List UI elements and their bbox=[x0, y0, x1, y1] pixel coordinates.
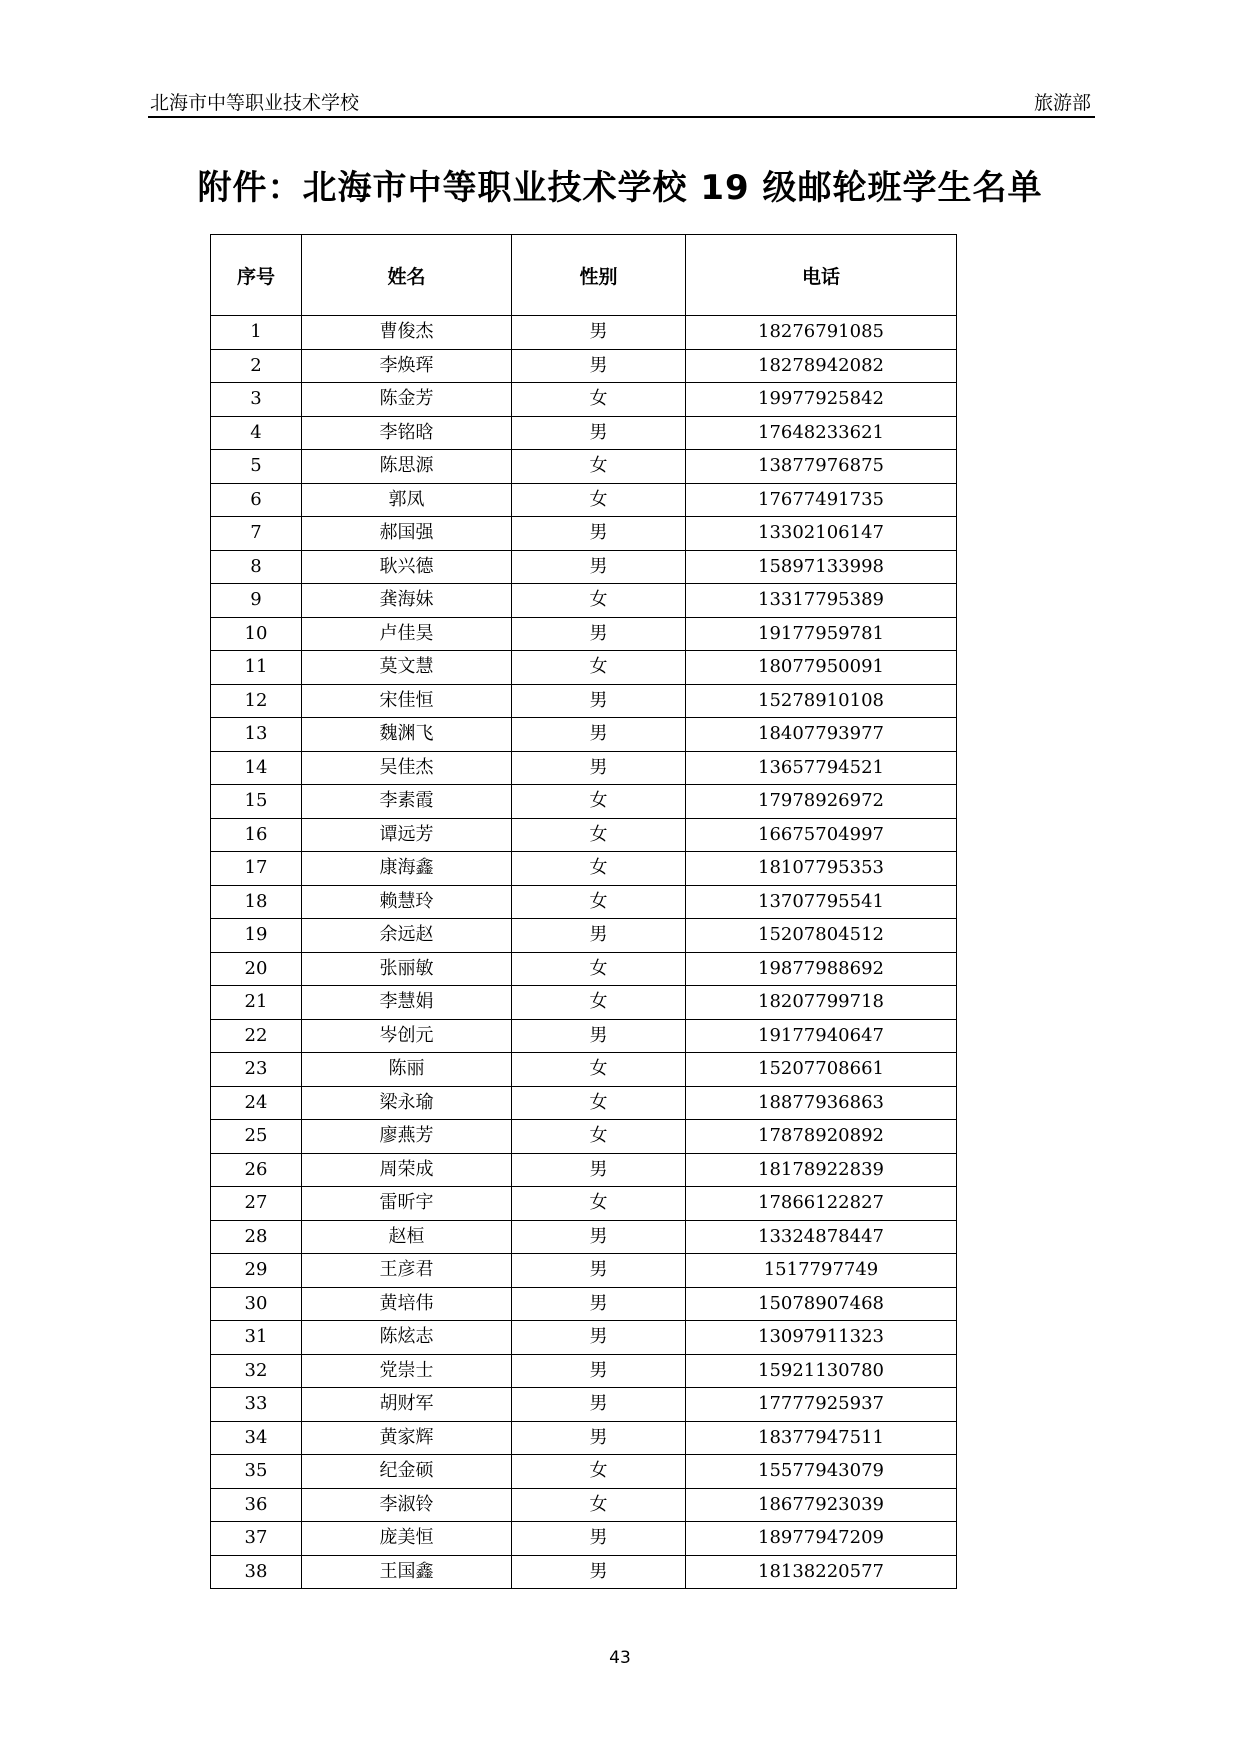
page-number: 43 bbox=[609, 1648, 631, 1668]
table-row bbox=[211, 1187, 957, 1221]
table-row bbox=[211, 1287, 957, 1321]
table-row bbox=[211, 751, 957, 785]
cell-index: 2 bbox=[211, 349, 302, 383]
cell-phone: 13302106147 bbox=[686, 517, 957, 551]
cell-gender: 男 bbox=[512, 416, 686, 450]
cell-name: 陈金芳 bbox=[302, 383, 512, 417]
cell-index: 24 bbox=[211, 1086, 302, 1120]
cell-name: 李素霞 bbox=[302, 785, 512, 819]
cell-index: 28 bbox=[211, 1220, 302, 1254]
cell-phone: 18377947511 bbox=[686, 1421, 957, 1455]
cell-name: 卢佳昊 bbox=[302, 617, 512, 651]
cell-name: 魏渊飞 bbox=[302, 718, 512, 752]
cell-gender: 女 bbox=[512, 383, 686, 417]
cell-phone: 15078907468 bbox=[686, 1287, 957, 1321]
column-header-phone: 电话 bbox=[686, 235, 957, 316]
cell-phone: 15897133998 bbox=[686, 550, 957, 584]
table-row bbox=[211, 1522, 957, 1556]
cell-phone: 17978926972 bbox=[686, 785, 957, 819]
column-header-name: 姓名 bbox=[302, 235, 512, 316]
table-row bbox=[211, 785, 957, 819]
table-row bbox=[211, 617, 957, 651]
cell-index: 9 bbox=[211, 584, 302, 618]
cell-index: 34 bbox=[211, 1421, 302, 1455]
cell-index: 30 bbox=[211, 1287, 302, 1321]
table-row bbox=[211, 952, 957, 986]
cell-name: 李淑铃 bbox=[302, 1488, 512, 1522]
cell-phone: 15278910108 bbox=[686, 684, 957, 718]
cell-phone: 18407793977 bbox=[686, 718, 957, 752]
cell-gender: 男 bbox=[512, 919, 686, 953]
cell-phone: 18677923039 bbox=[686, 1488, 957, 1522]
cell-index: 5 bbox=[211, 450, 302, 484]
cell-gender: 男 bbox=[512, 1287, 686, 1321]
cell-phone: 18276791085 bbox=[686, 316, 957, 350]
cell-name: 王国鑫 bbox=[302, 1555, 512, 1589]
table-row bbox=[211, 316, 957, 350]
table-row bbox=[211, 986, 957, 1020]
cell-index: 21 bbox=[211, 986, 302, 1020]
cell-name: 莫文慧 bbox=[302, 651, 512, 685]
cell-name: 胡财军 bbox=[302, 1388, 512, 1422]
cell-name: 郝国强 bbox=[302, 517, 512, 551]
cell-name: 黄家辉 bbox=[302, 1421, 512, 1455]
cell-phone: 16675704997 bbox=[686, 818, 957, 852]
cell-gender: 男 bbox=[512, 1254, 686, 1288]
cell-name: 王彦君 bbox=[302, 1254, 512, 1288]
cell-name: 郭凤 bbox=[302, 483, 512, 517]
table-row bbox=[211, 919, 957, 953]
cell-name: 周荣成 bbox=[302, 1153, 512, 1187]
cell-gender: 男 bbox=[512, 550, 686, 584]
cell-index: 8 bbox=[211, 550, 302, 584]
table-row bbox=[211, 416, 957, 450]
cell-name: 余远赵 bbox=[302, 919, 512, 953]
cell-index: 29 bbox=[211, 1254, 302, 1288]
cell-name: 陈丽 bbox=[302, 1053, 512, 1087]
table-row bbox=[211, 1321, 957, 1355]
cell-phone: 15577943079 bbox=[686, 1455, 957, 1489]
table-row bbox=[211, 1488, 957, 1522]
table-row bbox=[211, 718, 957, 752]
table-row bbox=[211, 1153, 957, 1187]
cell-index: 17 bbox=[211, 852, 302, 886]
cell-gender: 男 bbox=[512, 1220, 686, 1254]
student-roster-table bbox=[210, 234, 957, 1589]
cell-phone: 19977925842 bbox=[686, 383, 957, 417]
cell-index: 38 bbox=[211, 1555, 302, 1589]
cell-index: 35 bbox=[211, 1455, 302, 1489]
cell-phone: 18178922839 bbox=[686, 1153, 957, 1187]
cell-gender: 女 bbox=[512, 450, 686, 484]
cell-gender: 女 bbox=[512, 785, 686, 819]
cell-gender: 男 bbox=[512, 751, 686, 785]
cell-gender: 女 bbox=[512, 483, 686, 517]
cell-name: 李焕珲 bbox=[302, 349, 512, 383]
cell-index: 22 bbox=[211, 1019, 302, 1053]
cell-phone: 19877988692 bbox=[686, 952, 957, 986]
cell-index: 14 bbox=[211, 751, 302, 785]
cell-name: 纪金硕 bbox=[302, 1455, 512, 1489]
cell-phone: 15207804512 bbox=[686, 919, 957, 953]
cell-gender: 男 bbox=[512, 1388, 686, 1422]
table-row bbox=[211, 1086, 957, 1120]
cell-gender: 女 bbox=[512, 885, 686, 919]
table-row bbox=[211, 1354, 957, 1388]
cell-index: 25 bbox=[211, 1120, 302, 1154]
cell-name: 党崇士 bbox=[302, 1354, 512, 1388]
table-row bbox=[211, 1120, 957, 1154]
cell-index: 36 bbox=[211, 1488, 302, 1522]
cell-phone: 13317795389 bbox=[686, 584, 957, 618]
cell-index: 12 bbox=[211, 684, 302, 718]
cell-phone: 17648233621 bbox=[686, 416, 957, 450]
table-row bbox=[211, 584, 957, 618]
document-title: 附件：北海市中等职业技术学校 19 级邮轮班学生名单 bbox=[197, 168, 1043, 208]
table-row bbox=[211, 1220, 957, 1254]
cell-phone: 13707795541 bbox=[686, 885, 957, 919]
cell-name: 庞美恒 bbox=[302, 1522, 512, 1556]
cell-gender: 男 bbox=[512, 1522, 686, 1556]
table-row bbox=[211, 550, 957, 584]
cell-index: 18 bbox=[211, 885, 302, 919]
cell-name: 梁永瑜 bbox=[302, 1086, 512, 1120]
table-row bbox=[211, 1254, 957, 1288]
cell-name: 曹俊杰 bbox=[302, 316, 512, 350]
cell-gender: 女 bbox=[512, 852, 686, 886]
table-row bbox=[211, 818, 957, 852]
cell-phone: 1517797749 bbox=[686, 1254, 957, 1288]
cell-index: 19 bbox=[211, 919, 302, 953]
table-row bbox=[211, 1555, 957, 1589]
cell-gender: 女 bbox=[512, 1488, 686, 1522]
header-school-name: 北海市中等职业技术学校 bbox=[150, 92, 360, 114]
cell-index: 37 bbox=[211, 1522, 302, 1556]
cell-gender: 男 bbox=[512, 1321, 686, 1355]
cell-name: 雷昕宇 bbox=[302, 1187, 512, 1221]
table-row bbox=[211, 483, 957, 517]
cell-phone: 17866122827 bbox=[686, 1187, 957, 1221]
table-row bbox=[211, 684, 957, 718]
cell-phone: 13657794521 bbox=[686, 751, 957, 785]
cell-gender: 男 bbox=[512, 517, 686, 551]
cell-gender: 女 bbox=[512, 986, 686, 1020]
cell-phone: 18138220577 bbox=[686, 1555, 957, 1589]
cell-gender: 女 bbox=[512, 1120, 686, 1154]
cell-phone: 18207799718 bbox=[686, 986, 957, 1020]
cell-name: 李铭晗 bbox=[302, 416, 512, 450]
cell-phone: 13877976875 bbox=[686, 450, 957, 484]
cell-gender: 女 bbox=[512, 952, 686, 986]
cell-phone: 18278942082 bbox=[686, 349, 957, 383]
table-row bbox=[211, 651, 957, 685]
cell-index: 4 bbox=[211, 416, 302, 450]
cell-name: 赖慧玲 bbox=[302, 885, 512, 919]
cell-name: 吴佳杰 bbox=[302, 751, 512, 785]
table-row bbox=[211, 1019, 957, 1053]
table-body bbox=[211, 316, 957, 1589]
cell-gender: 女 bbox=[512, 1187, 686, 1221]
cell-index: 6 bbox=[211, 483, 302, 517]
cell-phone: 19177959781 bbox=[686, 617, 957, 651]
cell-index: 23 bbox=[211, 1053, 302, 1087]
cell-gender: 女 bbox=[512, 1086, 686, 1120]
cell-gender: 女 bbox=[512, 1053, 686, 1087]
cell-phone: 15207708661 bbox=[686, 1053, 957, 1087]
cell-gender: 女 bbox=[512, 1455, 686, 1489]
cell-gender: 男 bbox=[512, 1019, 686, 1053]
cell-name: 廖燕芳 bbox=[302, 1120, 512, 1154]
cell-gender: 男 bbox=[512, 1555, 686, 1589]
cell-index: 27 bbox=[211, 1187, 302, 1221]
cell-gender: 男 bbox=[512, 1421, 686, 1455]
cell-gender: 男 bbox=[512, 349, 686, 383]
cell-gender: 男 bbox=[512, 1153, 686, 1187]
cell-name: 陈炫志 bbox=[302, 1321, 512, 1355]
table-row bbox=[211, 383, 957, 417]
cell-name: 赵桓 bbox=[302, 1220, 512, 1254]
cell-index: 11 bbox=[211, 651, 302, 685]
cell-gender: 男 bbox=[512, 316, 686, 350]
page-header bbox=[148, 88, 1095, 118]
header-department: 旅游部 bbox=[1033, 92, 1091, 114]
cell-gender: 男 bbox=[512, 684, 686, 718]
cell-name: 李慧娟 bbox=[302, 986, 512, 1020]
cell-phone: 17878920892 bbox=[686, 1120, 957, 1154]
cell-index: 33 bbox=[211, 1388, 302, 1422]
cell-index: 1 bbox=[211, 316, 302, 350]
cell-index: 26 bbox=[211, 1153, 302, 1187]
cell-index: 32 bbox=[211, 1354, 302, 1388]
cell-index: 13 bbox=[211, 718, 302, 752]
cell-index: 16 bbox=[211, 818, 302, 852]
table-header-row bbox=[211, 235, 957, 316]
cell-phone: 13324878447 bbox=[686, 1220, 957, 1254]
table-row bbox=[211, 349, 957, 383]
cell-phone: 18107795353 bbox=[686, 852, 957, 886]
cell-name: 黄培伟 bbox=[302, 1287, 512, 1321]
column-header-gender: 性别 bbox=[512, 235, 686, 316]
table-row bbox=[211, 885, 957, 919]
cell-phone: 17677491735 bbox=[686, 483, 957, 517]
cell-gender: 男 bbox=[512, 1354, 686, 1388]
cell-gender: 女 bbox=[512, 818, 686, 852]
column-header-index: 序号 bbox=[211, 235, 302, 316]
cell-gender: 女 bbox=[512, 651, 686, 685]
cell-name: 谭远芳 bbox=[302, 818, 512, 852]
cell-index: 7 bbox=[211, 517, 302, 551]
cell-index: 15 bbox=[211, 785, 302, 819]
table-row bbox=[211, 1421, 957, 1455]
cell-phone: 17777925937 bbox=[686, 1388, 957, 1422]
cell-name: 岑创元 bbox=[302, 1019, 512, 1053]
cell-gender: 男 bbox=[512, 718, 686, 752]
table-row bbox=[211, 1053, 957, 1087]
table-row bbox=[211, 517, 957, 551]
table-row bbox=[211, 852, 957, 886]
cell-phone: 19177940647 bbox=[686, 1019, 957, 1053]
cell-name: 张丽敏 bbox=[302, 952, 512, 986]
cell-name: 耿兴德 bbox=[302, 550, 512, 584]
table-row bbox=[211, 450, 957, 484]
cell-name: 龚海妹 bbox=[302, 584, 512, 618]
cell-name: 康海鑫 bbox=[302, 852, 512, 886]
cell-phone: 18077950091 bbox=[686, 651, 957, 685]
cell-gender: 女 bbox=[512, 584, 686, 618]
cell-index: 3 bbox=[211, 383, 302, 417]
cell-phone: 18877936863 bbox=[686, 1086, 957, 1120]
cell-index: 31 bbox=[211, 1321, 302, 1355]
cell-name: 陈思源 bbox=[302, 450, 512, 484]
cell-index: 10 bbox=[211, 617, 302, 651]
table-row bbox=[211, 1388, 957, 1422]
cell-phone: 13097911323 bbox=[686, 1321, 957, 1355]
cell-gender: 男 bbox=[512, 617, 686, 651]
cell-index: 20 bbox=[211, 952, 302, 986]
table-row bbox=[211, 1455, 957, 1489]
cell-name: 宋佳恒 bbox=[302, 684, 512, 718]
cell-phone: 15921130780 bbox=[686, 1354, 957, 1388]
cell-phone: 18977947209 bbox=[686, 1522, 957, 1556]
